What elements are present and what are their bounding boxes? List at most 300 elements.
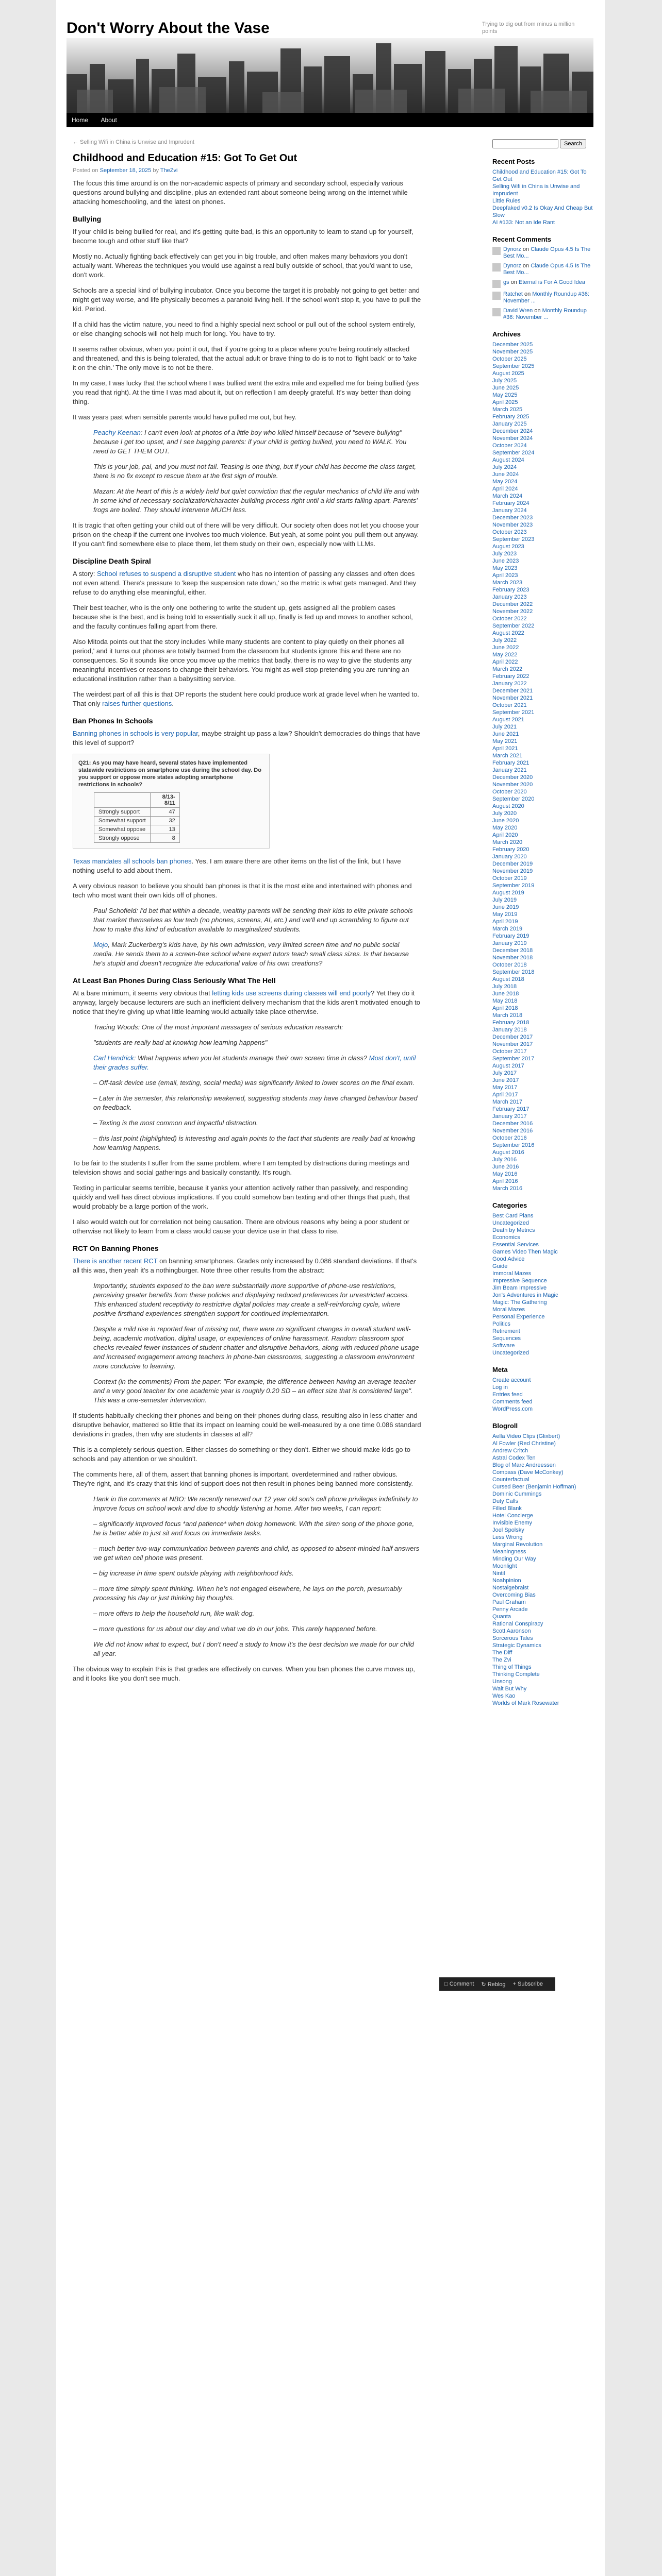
- comment-mid: on: [522, 263, 529, 269]
- rct-link[interactable]: There is another recent RCT: [73, 1257, 158, 1265]
- archive-link[interactable]: February 2023: [492, 587, 529, 593]
- list-item: [492, 377, 595, 384]
- archive-link[interactable]: June 2023: [492, 558, 519, 564]
- paragraph: It seems rather obvious, when you point it out, that if you're going to a place where you're being routinely attacked and threatened, and this is being tolerated, that the actual adult or brave thing to do is to not to 'fight back' or to 'take it on the chin.' The only move is to not be there.: [73, 345, 417, 371]
- archive-link[interactable]: August 2017: [492, 1063, 524, 1069]
- archive-link[interactable]: August 2018: [492, 976, 524, 982]
- archive-link[interactable]: January 2021: [492, 767, 527, 773]
- search-button[interactable]: Search: [560, 139, 586, 148]
- category-link[interactable]: Economics: [492, 1234, 520, 1241]
- meta-link[interactable]: Create account: [492, 1377, 531, 1383]
- archive-link[interactable]: June 2016: [492, 1164, 519, 1170]
- blogroll-link[interactable]: The Zvi: [492, 1657, 511, 1663]
- archive-link[interactable]: April 2022: [492, 659, 518, 665]
- archive-link[interactable]: July 2016: [492, 1157, 517, 1163]
- category-link[interactable]: Software: [492, 1343, 515, 1349]
- list-item: [492, 745, 595, 752]
- archive-link[interactable]: October 2019: [492, 875, 527, 882]
- list-item: [492, 529, 595, 536]
- archive-link[interactable]: December 2023: [492, 515, 533, 521]
- texas-mandates-link[interactable]: Texas mandates all schools ban phones: [73, 857, 192, 865]
- archive-link[interactable]: May 2023: [492, 565, 518, 571]
- archive-link[interactable]: September 2025: [492, 363, 535, 369]
- archive-link[interactable]: February 2021: [492, 760, 529, 766]
- list-item: [492, 1433, 595, 1440]
- archive-link[interactable]: December 2018: [492, 947, 533, 954]
- avatar: [492, 247, 501, 255]
- archive-link[interactable]: December 2022: [492, 601, 533, 607]
- meta-link[interactable]: Log in: [492, 1384, 508, 1391]
- list-item: [492, 1664, 595, 1671]
- archive-link[interactable]: March 2022: [492, 666, 523, 672]
- list-item: [492, 997, 595, 1005]
- list-item: [492, 392, 595, 399]
- meta-link[interactable]: WordPress.com: [492, 1406, 533, 1412]
- archive-link[interactable]: November 2016: [492, 1128, 533, 1134]
- comment-post-link[interactable]: Eternal is For A Good Idea: [519, 279, 586, 285]
- category-link[interactable]: Death by Metrics: [492, 1227, 535, 1233]
- archive-link[interactable]: July 2017: [492, 1070, 517, 1076]
- comment-post-link[interactable]: Claude Opus 4.5 Is The Best Mo...: [503, 263, 591, 276]
- archive-link[interactable]: January 2019: [492, 940, 527, 946]
- category-link[interactable]: Moral Mazes: [492, 1307, 525, 1313]
- archives-list: [492, 341, 595, 1192]
- quote-paragraph: – this last point (highlighted) is interesting and again points to the fact that students are really bad at knowing how learning happens.: [93, 1134, 416, 1151]
- post-date-link[interactable]: September 18, 2025: [100, 167, 152, 174]
- banning-phones-link[interactable]: Banning phones in schools is very popular: [73, 730, 198, 737]
- list-item: [492, 933, 595, 940]
- search-form: [492, 139, 595, 148]
- list-item: [492, 399, 595, 406]
- archive-link[interactable]: January 2017: [492, 1113, 527, 1120]
- category-link[interactable]: Impressive Sequence: [492, 1278, 547, 1284]
- nav-about-link[interactable]: About: [101, 116, 117, 124]
- archive-link[interactable]: February 2018: [492, 1020, 529, 1026]
- search-input[interactable]: [492, 139, 558, 148]
- blogroll-link[interactable]: Hotel Concierge: [492, 1513, 533, 1519]
- list-item: [492, 1127, 595, 1134]
- story-link[interactable]: School refuses to suspend a disruptive student: [96, 570, 236, 578]
- list-item: [492, 1541, 595, 1548]
- archive-link[interactable]: May 2021: [492, 738, 518, 744]
- comment-action[interactable]: [444, 1981, 474, 1987]
- archive-link[interactable]: November 2021: [492, 695, 533, 701]
- section-heading-phones: Ban Phones In Schools: [73, 717, 153, 725]
- meta-by: by: [153, 167, 159, 174]
- archive-link[interactable]: November 2025: [492, 349, 533, 355]
- reblog-action[interactable]: [481, 1981, 505, 1988]
- text: At a bare minimum, it seems very obvious that: [73, 989, 212, 997]
- survey-header-row: [94, 793, 180, 808]
- archive-link[interactable]: August 2016: [492, 1149, 524, 1156]
- comment-author-link[interactable]: Dynorz: [503, 246, 521, 252]
- list-item: [492, 1156, 595, 1163]
- floating-action-bar: [439, 1977, 555, 1991]
- archive-link[interactable]: July 2021: [492, 724, 517, 730]
- comment-mid: on: [510, 279, 517, 285]
- blogroll-link[interactable]: Duty Calls: [492, 1498, 519, 1504]
- list-item: [492, 442, 595, 449]
- archive-link[interactable]: November 2024: [492, 435, 533, 442]
- archive-link[interactable]: March 2023: [492, 580, 523, 586]
- comment-mid: on: [522, 246, 529, 252]
- previous-post-link[interactable]: ← Selling Wifi in China is Unwise and Imprudent: [73, 139, 194, 145]
- comment-text: [503, 246, 595, 260]
- archive-link[interactable]: February 2020: [492, 846, 529, 853]
- archive-link[interactable]: March 2021: [492, 753, 523, 759]
- archive-link[interactable]: April 2023: [492, 572, 518, 579]
- archive-link[interactable]: July 2020: [492, 810, 517, 817]
- recent-post-link[interactable]: Deepfaked v0.2 Is Okay And Cheap But Slow: [492, 205, 593, 218]
- archive-link[interactable]: November 2019: [492, 868, 533, 874]
- blogroll-link[interactable]: The Diff: [492, 1650, 512, 1656]
- category-link[interactable]: Essential Services: [492, 1242, 539, 1248]
- list-item: [492, 550, 595, 557]
- archive-link[interactable]: April 2018: [492, 1005, 518, 1011]
- category-link[interactable]: Personal Experience: [492, 1314, 545, 1320]
- comment-author-link[interactable]: gs: [503, 279, 509, 285]
- quote-author-link[interactable]: Peachy Keenan: [93, 429, 141, 436]
- archive-link[interactable]: October 2024: [492, 443, 527, 449]
- text: on banning smartphones. Grades only increased by 0.086 standard deviations. If that's all this was, then yeah it's a nothingburger. Note three other results from the abstract:: [73, 1257, 417, 1274]
- recent-post-link[interactable]: AI #133: Not an Ide Rant: [492, 219, 555, 226]
- blogroll-link[interactable]: Filled Blank: [492, 1505, 522, 1512]
- archive-link[interactable]: May 2019: [492, 911, 518, 918]
- archive-link[interactable]: December 2020: [492, 774, 533, 781]
- further-questions-link[interactable]: raises further questions: [102, 700, 172, 707]
- list-item: [492, 767, 595, 774]
- list-item: [492, 658, 595, 666]
- list-item: [492, 1219, 595, 1227]
- archive-link[interactable]: February 2017: [492, 1106, 529, 1112]
- quote-author-link[interactable]: Mojo: [93, 941, 108, 948]
- blogroll-link[interactable]: Aella Video Clips (Glixbert): [492, 1433, 560, 1439]
- comment-author-link[interactable]: Dynorz: [503, 263, 521, 269]
- comment-post-link[interactable]: Claude Opus 4.5 Is The Best Mo...: [503, 246, 591, 259]
- comment-item: [492, 291, 595, 304]
- paragraph: If a child has the victim nature, you need to find a highly special next school or pull out of the school system entirely, or else changing schools will not help much for long. You have to try.: [73, 320, 416, 337]
- archive-link[interactable]: March 2016: [492, 1185, 523, 1192]
- post-title[interactable]: Childhood and Education #15: Got To Get Out: [73, 152, 297, 164]
- list-item: [492, 428, 595, 435]
- category-link[interactable]: Sequences: [492, 1335, 521, 1342]
- category-link[interactable]: Jim Beam Impressive: [492, 1285, 547, 1291]
- archive-link[interactable]: June 2019: [492, 904, 519, 910]
- archive-link[interactable]: July 2022: [492, 637, 517, 643]
- archive-link[interactable]: August 2020: [492, 803, 524, 809]
- archive-link[interactable]: September 2023: [492, 536, 535, 543]
- quote-author-link[interactable]: Carl Hendrick: [93, 1054, 134, 1062]
- list-item: [492, 1678, 595, 1685]
- archive-link[interactable]: August 2023: [492, 544, 524, 550]
- archive-link[interactable]: February 2022: [492, 673, 529, 680]
- list-item: [492, 500, 595, 507]
- archive-link[interactable]: November 2017: [492, 1041, 533, 1047]
- list-item: [492, 1142, 595, 1149]
- comment-author-link[interactable]: Ratchet: [503, 291, 523, 297]
- archive-link[interactable]: June 2020: [492, 818, 519, 824]
- archive-link[interactable]: May 2024: [492, 479, 518, 485]
- category-link[interactable]: Retirement: [492, 1328, 520, 1334]
- archive-link[interactable]: October 2021: [492, 702, 527, 708]
- category-link[interactable]: Immoral Mazes: [492, 1270, 532, 1277]
- archive-link[interactable]: July 2025: [492, 378, 517, 384]
- archive-link[interactable]: March 2025: [492, 406, 523, 413]
- blogroll-link[interactable]: Meaningness: [492, 1549, 526, 1555]
- archive-link[interactable]: June 2024: [492, 471, 519, 478]
- archive-link[interactable]: May 2020: [492, 825, 518, 831]
- list-item: [492, 1120, 595, 1127]
- list-item: [492, 1476, 595, 1483]
- grades-suffer-link[interactable]: Most don't, until their grades suffer.: [93, 1054, 416, 1071]
- list-item: [492, 1519, 595, 1527]
- archive-link[interactable]: December 2016: [492, 1121, 533, 1127]
- category-link[interactable]: Good Advice: [492, 1256, 525, 1262]
- list-item: [492, 1149, 595, 1156]
- category-link[interactable]: Politics: [492, 1321, 510, 1327]
- list-item: [492, 1635, 595, 1642]
- archive-link[interactable]: April 2016: [492, 1178, 518, 1184]
- list-item: [492, 1005, 595, 1012]
- archive-link[interactable]: May 2025: [492, 392, 518, 398]
- list-item: [492, 853, 595, 860]
- archive-link[interactable]: March 2018: [492, 1012, 523, 1019]
- archive-link[interactable]: August 2024: [492, 457, 524, 463]
- list-item: [492, 651, 595, 658]
- comment-item: [492, 246, 595, 260]
- archive-link[interactable]: October 2018: [492, 962, 527, 968]
- list-item: [492, 1563, 595, 1570]
- blogroll-link[interactable]: Penny Arcade: [492, 1606, 528, 1613]
- archive-link[interactable]: July 2023: [492, 551, 517, 557]
- recent-post-link[interactable]: Selling Wifi in China is Unwise and Imprudent: [492, 183, 580, 197]
- archive-link[interactable]: December 2025: [492, 342, 533, 348]
- archive-link[interactable]: April 2025: [492, 399, 518, 405]
- archive-link[interactable]: March 2020: [492, 839, 523, 845]
- category-link[interactable]: Uncategorized: [492, 1220, 529, 1226]
- archive-link[interactable]: July 2018: [492, 984, 517, 990]
- avatar: [492, 308, 501, 316]
- blogroll-link[interactable]: Worlds of Mark Rosewater: [492, 1700, 559, 1706]
- archive-link[interactable]: May 2017: [492, 1084, 518, 1091]
- archive-link[interactable]: December 2021: [492, 688, 533, 694]
- blogroll-link[interactable]: Sorcerous Tales: [492, 1635, 533, 1641]
- post-meta: [73, 167, 421, 174]
- archive-link[interactable]: July 2024: [492, 464, 517, 470]
- archive-link[interactable]: November 2022: [492, 608, 533, 615]
- category-link[interactable]: Guide: [492, 1263, 508, 1269]
- blogroll-link[interactable]: Joel Spolsky: [492, 1527, 524, 1533]
- list-item: [492, 348, 595, 355]
- blogroll-link[interactable]: Andrew Critch: [492, 1448, 528, 1454]
- archive-link[interactable]: June 2025: [492, 385, 519, 391]
- archive-link[interactable]: October 2025: [492, 356, 527, 362]
- archive-link[interactable]: August 2022: [492, 630, 524, 636]
- archive-link[interactable]: January 2020: [492, 854, 527, 860]
- archive-link[interactable]: September 2022: [492, 623, 535, 629]
- list-item: [492, 579, 595, 586]
- archive-link[interactable]: September 2016: [492, 1142, 535, 1148]
- archive-link[interactable]: April 2024: [492, 486, 518, 492]
- list-item: [492, 384, 595, 392]
- blogroll-link[interactable]: Compass (Dave McConkey): [492, 1469, 564, 1476]
- archive-link[interactable]: June 2021: [492, 731, 519, 737]
- list-item: [492, 1490, 595, 1498]
- archive-link[interactable]: June 2018: [492, 991, 519, 997]
- blogroll-link[interactable]: Thing of Things: [492, 1664, 532, 1670]
- archive-link[interactable]: September 2024: [492, 450, 535, 456]
- list-item: [492, 738, 595, 745]
- archive-link[interactable]: November 2018: [492, 955, 533, 961]
- screens-classes-link[interactable]: letting kids use screens during classes will end poorly: [212, 989, 371, 997]
- comment-author-link[interactable]: David Wren: [503, 308, 533, 314]
- text: , maybe straight up pass a law? Shouldn't democracies do things that have this level of support?: [73, 730, 420, 747]
- blogroll-link[interactable]: Scott Aaronson: [492, 1628, 531, 1634]
- category-link[interactable]: Best Card Plans: [492, 1213, 534, 1219]
- archive-link[interactable]: October 2016: [492, 1135, 527, 1141]
- blogroll-link[interactable]: Thinking Complete: [492, 1671, 540, 1677]
- archive-link[interactable]: December 2017: [492, 1034, 533, 1040]
- archive-link[interactable]: May 2016: [492, 1171, 518, 1177]
- archive-link[interactable]: September 2018: [492, 969, 535, 975]
- archive-link[interactable]: July 2019: [492, 897, 517, 903]
- list-item: [492, 1299, 595, 1306]
- list-item: [492, 644, 595, 651]
- blogroll-link[interactable]: Minding Our Way: [492, 1556, 536, 1562]
- list-item: [492, 1512, 595, 1519]
- archive-link[interactable]: November 2023: [492, 522, 533, 528]
- blogroll-link[interactable]: Nintil: [492, 1570, 505, 1577]
- archive-link[interactable]: February 2019: [492, 933, 529, 939]
- archive-link[interactable]: August 2019: [492, 890, 524, 896]
- archive-link[interactable]: May 2018: [492, 998, 518, 1004]
- archive-link[interactable]: December 2024: [492, 428, 533, 434]
- archive-link[interactable]: November 2020: [492, 782, 533, 788]
- list-item: [492, 832, 595, 839]
- archive-link[interactable]: February 2024: [492, 500, 529, 506]
- archive-link[interactable]: April 2020: [492, 832, 518, 838]
- blogroll-link[interactable]: Less Wrong: [492, 1534, 523, 1540]
- recent-post-link[interactable]: Little Rules: [492, 198, 521, 204]
- list-item: [492, 918, 595, 925]
- post-author-link[interactable]: TheZvi: [160, 167, 178, 174]
- archive-link[interactable]: June 2022: [492, 645, 519, 651]
- archive-link[interactable]: February 2025: [492, 414, 529, 420]
- subscribe-action[interactable]: [513, 1981, 543, 1987]
- meta-link[interactable]: Comments feed: [492, 1399, 533, 1405]
- archive-link[interactable]: October 2020: [492, 789, 527, 795]
- archive-link[interactable]: January 2023: [492, 594, 527, 600]
- list-item: [492, 882, 595, 889]
- section-heading-least: At Least Ban Phones During Class Seriously What The Hell: [73, 976, 276, 985]
- archive-link[interactable]: March 2024: [492, 493, 523, 499]
- blogroll-link[interactable]: Quanta: [492, 1614, 511, 1620]
- archive-link[interactable]: April 2019: [492, 919, 518, 925]
- quote-paragraph: – significantly improved focus *and patience* when doing homework. With the siren song of the phone gone, he is better able to just sit and focus on immediate tasks.: [93, 1520, 415, 1537]
- recent-post-link[interactable]: Childhood and Education #15: Got To Get Out: [492, 169, 587, 182]
- quote-paragraph: – more questions for us about our day and what we do in our jobs. This rarely happened before.: [93, 1625, 377, 1633]
- meta-link[interactable]: Entries feed: [492, 1392, 523, 1398]
- blogroll-link[interactable]: Dominic Cummings: [492, 1491, 542, 1497]
- archive-link[interactable]: April 2021: [492, 745, 518, 752]
- site-title[interactable]: Don't Worry About the Vase: [67, 20, 270, 37]
- blogroll-link[interactable]: Al Fowler (Red Christine): [492, 1440, 556, 1447]
- archive-link[interactable]: September 2020: [492, 796, 535, 802]
- blogroll-link[interactable]: Marginal Revolution: [492, 1541, 543, 1548]
- archive-link[interactable]: October 2022: [492, 616, 527, 622]
- blogroll-link[interactable]: Unsong: [492, 1679, 512, 1685]
- archive-link[interactable]: January 2018: [492, 1027, 527, 1033]
- archive-link[interactable]: August 2025: [492, 370, 524, 377]
- list-item: [492, 824, 595, 832]
- blogroll-link[interactable]: Wes Kao: [492, 1693, 516, 1699]
- list-item: [492, 1270, 595, 1277]
- list-item: [492, 990, 595, 997]
- archive-link[interactable]: October 2023: [492, 529, 527, 535]
- nav-home-link[interactable]: Home: [72, 116, 89, 124]
- comment-text: [503, 291, 595, 304]
- blogroll-link[interactable]: Wait But Why: [492, 1686, 527, 1692]
- archive-link[interactable]: September 2021: [492, 709, 535, 716]
- archive-link[interactable]: April 2017: [492, 1092, 518, 1098]
- list-item: [492, 1700, 595, 1707]
- comment-post-link[interactable]: Monthly Roundup #36: November ...: [503, 308, 587, 320]
- recent-comments-heading: Recent Comments: [492, 235, 552, 243]
- archive-link[interactable]: January 2022: [492, 681, 527, 687]
- list-item: [492, 1313, 595, 1320]
- archive-link[interactable]: March 2017: [492, 1099, 523, 1105]
- blogroll-link[interactable]: Invisible Enemy: [492, 1520, 533, 1526]
- archive-link[interactable]: January 2025: [492, 421, 527, 427]
- blogroll-link[interactable]: Cursed Beer (Benjamin Hoffman): [492, 1484, 576, 1490]
- list-item: [492, 1447, 595, 1454]
- list-item: [492, 709, 595, 716]
- archive-link[interactable]: December 2019: [492, 861, 533, 867]
- survey-value: 47: [150, 808, 179, 817]
- blogroll-link[interactable]: Noahpinion: [492, 1578, 521, 1584]
- list-item: [492, 752, 595, 759]
- archive-link[interactable]: June 2017: [492, 1077, 519, 1083]
- blogroll-link[interactable]: Nostalgebraist: [492, 1585, 529, 1591]
- blogroll-link[interactable]: Blog of Marc Andreessen: [492, 1462, 556, 1468]
- section-heading-rct: RCT On Banning Phones: [73, 1244, 159, 1252]
- blogroll-link[interactable]: Strategic Dynamics: [492, 1642, 541, 1649]
- category-link[interactable]: Games Video Then Magic: [492, 1249, 558, 1255]
- list-item: [492, 355, 595, 363]
- list-item: [492, 615, 595, 622]
- category-link[interactable]: Magic: The Gathering: [492, 1299, 547, 1306]
- comment-text: [503, 279, 585, 288]
- archive-link[interactable]: January 2024: [492, 507, 527, 514]
- archive-link[interactable]: August 2021: [492, 717, 524, 723]
- blogroll-link[interactable]: Moonlight: [492, 1563, 517, 1569]
- list-item: [492, 803, 595, 810]
- blogroll-link[interactable]: Astral Codex Ten: [492, 1455, 536, 1461]
- archive-link[interactable]: May 2022: [492, 652, 518, 658]
- category-link[interactable]: Jon's Adventures in Magic: [492, 1292, 558, 1298]
- category-link[interactable]: Uncategorized: [492, 1350, 529, 1356]
- archive-link[interactable]: March 2019: [492, 926, 523, 932]
- archive-link[interactable]: September 2017: [492, 1056, 535, 1062]
- blogroll-link[interactable]: Overcoming Bias: [492, 1592, 536, 1598]
- blogroll-link[interactable]: Paul Graham: [492, 1599, 526, 1605]
- blogroll-link[interactable]: Rational Conspiracy: [492, 1621, 543, 1627]
- blogroll-link[interactable]: Counterfactual: [492, 1477, 529, 1483]
- archive-link[interactable]: October 2017: [492, 1048, 527, 1055]
- archive-link[interactable]: September 2019: [492, 883, 535, 889]
- list-item: [492, 1342, 595, 1349]
- comment-post-link[interactable]: Monthly Roundup #36: November ...: [503, 291, 589, 304]
